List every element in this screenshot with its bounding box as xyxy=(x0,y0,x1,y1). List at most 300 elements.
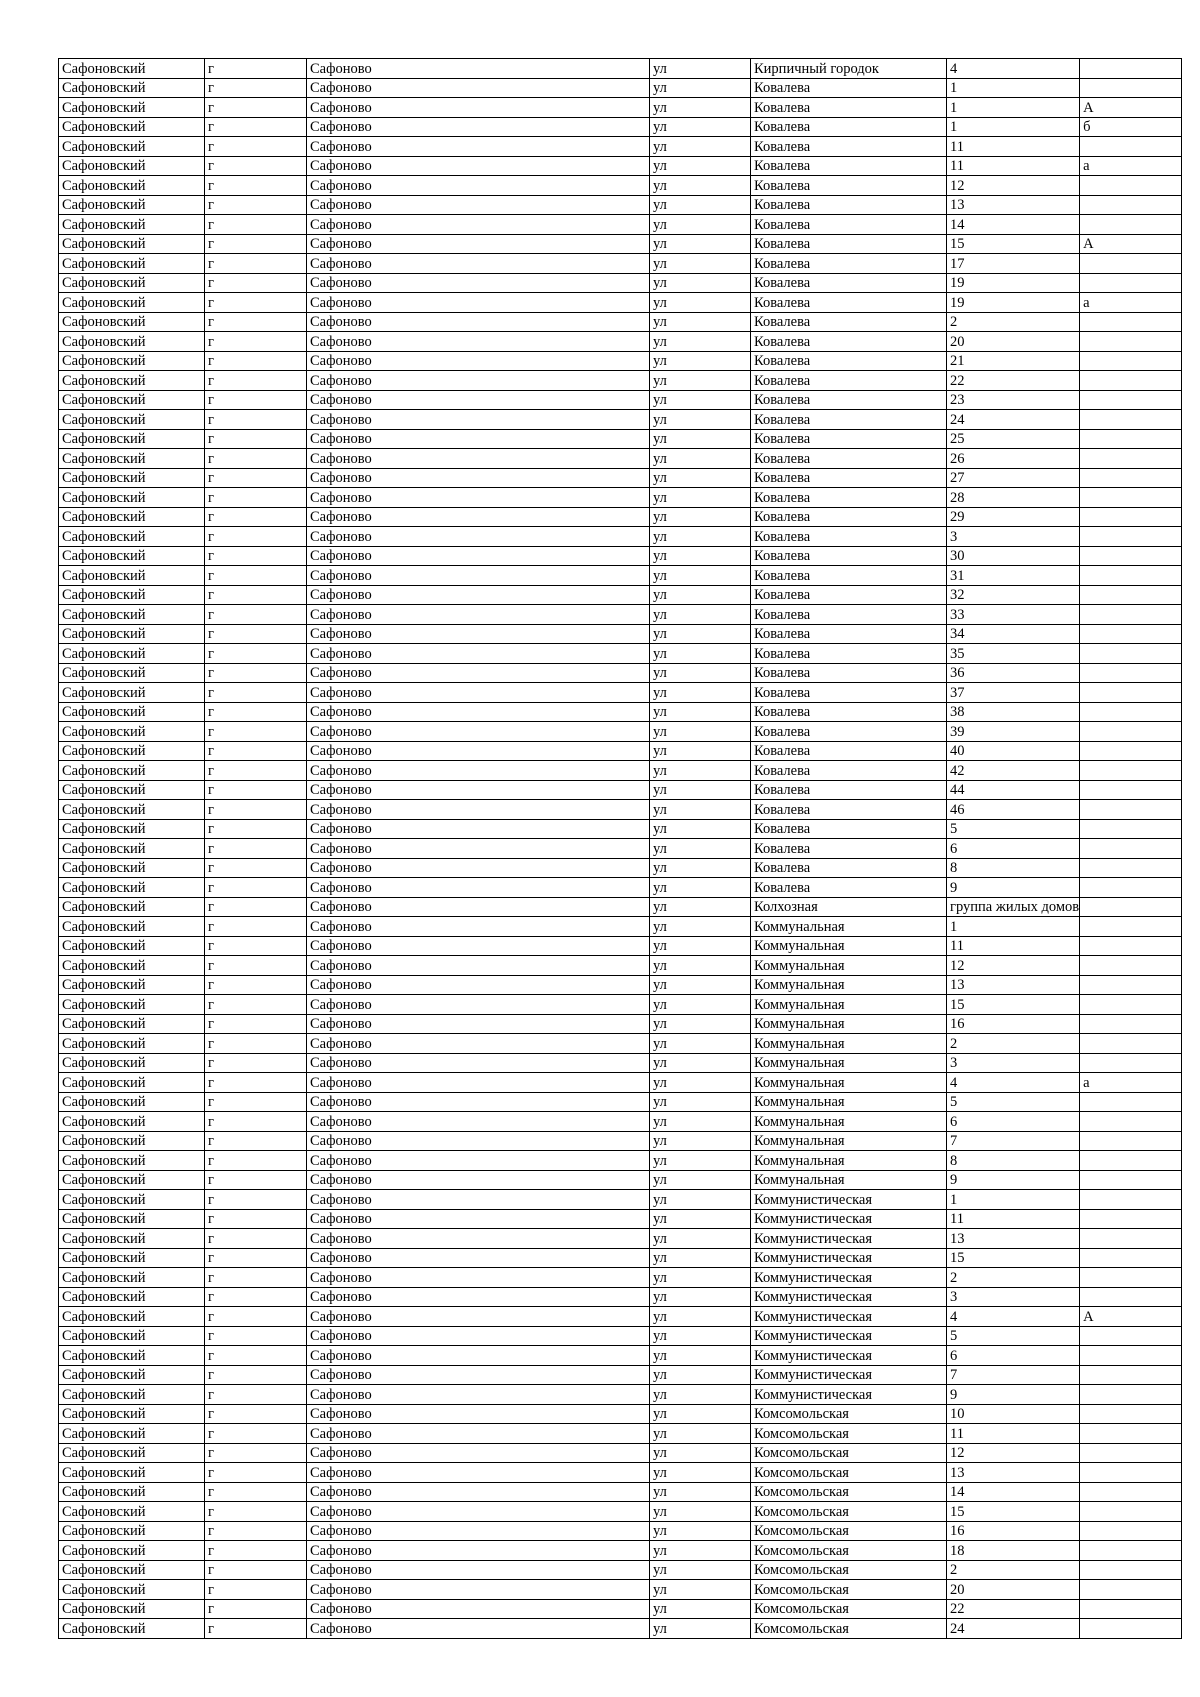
district-cell: Сафоновский xyxy=(59,663,205,683)
street-type-cell: ул xyxy=(650,1580,751,1600)
building-suffix-cell xyxy=(1080,1287,1182,1307)
table-row xyxy=(59,1170,1182,1190)
street-type-cell: ул xyxy=(650,1482,751,1502)
street-name-cell: Ковалева xyxy=(751,878,947,898)
house-number-cell: 24 xyxy=(947,1619,1080,1639)
building-suffix-cell xyxy=(1080,800,1182,820)
house-number-cell: 2 xyxy=(947,1560,1080,1580)
building-suffix-cell xyxy=(1080,449,1182,469)
building-suffix-cell xyxy=(1080,663,1182,683)
building-suffix-cell xyxy=(1080,468,1182,488)
building-suffix-cell xyxy=(1080,1502,1182,1522)
settlement-name-cell: Сафоново xyxy=(307,605,650,625)
street-name-cell: Коммунистическая xyxy=(751,1365,947,1385)
settlement-type-cell: г xyxy=(205,371,307,391)
house-number-cell: 5 xyxy=(947,1092,1080,1112)
street-type-cell: ул xyxy=(650,351,751,371)
district-cell: Сафоновский xyxy=(59,98,205,118)
street-name-cell: Ковалева xyxy=(751,585,947,605)
settlement-type-cell: г xyxy=(205,1365,307,1385)
settlement-name-cell: Сафоново xyxy=(307,1424,650,1444)
table-row xyxy=(59,663,1182,683)
house-number-cell: 8 xyxy=(947,858,1080,878)
house-number-cell: 5 xyxy=(947,1326,1080,1346)
street-name-cell: Ковалева xyxy=(751,839,947,859)
district-cell: Сафоновский xyxy=(59,1014,205,1034)
house-number-cell: 9 xyxy=(947,1170,1080,1190)
street-type-cell: ул xyxy=(650,1385,751,1405)
district-cell: Сафоновский xyxy=(59,1151,205,1171)
house-number-cell: 11 xyxy=(947,1424,1080,1444)
building-suffix-cell xyxy=(1080,1365,1182,1385)
settlement-type-cell: г xyxy=(205,1170,307,1190)
table-row xyxy=(59,780,1182,800)
building-suffix-cell xyxy=(1080,390,1182,410)
street-name-cell: Комсомольская xyxy=(751,1560,947,1580)
street-name-cell: Ковалева xyxy=(751,371,947,391)
settlement-type-cell: г xyxy=(205,312,307,332)
settlement-type-cell: г xyxy=(205,936,307,956)
building-suffix-cell xyxy=(1080,722,1182,742)
district-cell: Сафоновский xyxy=(59,917,205,937)
settlement-type-cell: г xyxy=(205,1560,307,1580)
street-type-cell: ул xyxy=(650,917,751,937)
settlement-name-cell: Сафоново xyxy=(307,1268,650,1288)
settlement-type-cell: г xyxy=(205,1521,307,1541)
house-number-cell: 5 xyxy=(947,819,1080,839)
house-number-cell: 37 xyxy=(947,683,1080,703)
settlement-type-cell: г xyxy=(205,176,307,196)
settlement-type-cell: г xyxy=(205,1502,307,1522)
house-number-cell: 16 xyxy=(947,1014,1080,1034)
table-row xyxy=(59,644,1182,664)
settlement-type-cell: г xyxy=(205,663,307,683)
settlement-name-cell: Сафоново xyxy=(307,1307,650,1327)
table-row xyxy=(59,819,1182,839)
table-row xyxy=(59,507,1182,527)
street-type-cell: ул xyxy=(650,1053,751,1073)
district-cell: Сафоновский xyxy=(59,468,205,488)
building-suffix-cell xyxy=(1080,1346,1182,1366)
building-suffix-cell xyxy=(1080,1326,1182,1346)
table-row xyxy=(59,468,1182,488)
street-name-cell: Ковалева xyxy=(751,117,947,137)
street-name-cell: Ковалева xyxy=(751,332,947,352)
building-suffix-cell xyxy=(1080,741,1182,761)
building-suffix-cell xyxy=(1080,917,1182,937)
house-number-cell: 7 xyxy=(947,1365,1080,1385)
street-name-cell: Ковалева xyxy=(751,137,947,157)
building-suffix-cell: А xyxy=(1080,234,1182,254)
street-name-cell: Коммунальная xyxy=(751,917,947,937)
settlement-type-cell: г xyxy=(205,1112,307,1132)
settlement-name-cell: Сафоново xyxy=(307,293,650,313)
building-suffix-cell xyxy=(1080,1541,1182,1561)
settlement-type-cell: г xyxy=(205,215,307,235)
district-cell: Сафоновский xyxy=(59,702,205,722)
settlement-type-cell: г xyxy=(205,78,307,98)
settlement-name-cell: Сафоново xyxy=(307,878,650,898)
district-cell: Сафоновский xyxy=(59,254,205,274)
street-name-cell: Ковалева xyxy=(751,507,947,527)
district-cell: Сафоновский xyxy=(59,1463,205,1483)
house-number-cell: 1 xyxy=(947,98,1080,118)
settlement-name-cell: Сафоново xyxy=(307,858,650,878)
house-number-cell: 12 xyxy=(947,176,1080,196)
settlement-type-cell: г xyxy=(205,878,307,898)
district-cell: Сафоновский xyxy=(59,117,205,137)
street-name-cell: Ковалева xyxy=(751,566,947,586)
house-number-cell: 8 xyxy=(947,1151,1080,1171)
house-number-cell: 19 xyxy=(947,293,1080,313)
table-row xyxy=(59,1053,1182,1073)
house-number-cell: 23 xyxy=(947,390,1080,410)
table-row xyxy=(59,449,1182,469)
district-cell: Сафоновский xyxy=(59,956,205,976)
settlement-name-cell: Сафоново xyxy=(307,1482,650,1502)
settlement-name-cell: Сафоново xyxy=(307,234,650,254)
table-row xyxy=(59,1541,1182,1561)
street-type-cell: ул xyxy=(650,117,751,137)
settlement-type-cell: г xyxy=(205,1229,307,1249)
table-row xyxy=(59,1034,1182,1054)
district-cell: Сафоновский xyxy=(59,332,205,352)
settlement-type-cell: г xyxy=(205,1151,307,1171)
street-name-cell: Ковалева xyxy=(751,663,947,683)
street-type-cell: ул xyxy=(650,507,751,527)
table-row xyxy=(59,1424,1182,1444)
settlement-name-cell: Сафоново xyxy=(307,1287,650,1307)
table-row xyxy=(59,117,1182,137)
street-name-cell: Коммунистическая xyxy=(751,1326,947,1346)
settlement-name-cell: Сафоново xyxy=(307,117,650,137)
building-suffix-cell xyxy=(1080,1521,1182,1541)
street-name-cell: Коммунистическая xyxy=(751,1268,947,1288)
building-suffix-cell xyxy=(1080,761,1182,781)
district-cell: Сафоновский xyxy=(59,1599,205,1619)
table-row xyxy=(59,878,1182,898)
house-number-cell: 4 xyxy=(947,1073,1080,1093)
settlement-name-cell: Сафоново xyxy=(307,1053,650,1073)
house-number-cell: 34 xyxy=(947,624,1080,644)
district-cell: Сафоновский xyxy=(59,293,205,313)
table-row xyxy=(59,390,1182,410)
settlement-type-cell: г xyxy=(205,273,307,293)
district-cell: Сафоновский xyxy=(59,1268,205,1288)
settlement-type-cell: г xyxy=(205,683,307,703)
settlement-name-cell: Сафоново xyxy=(307,1346,650,1366)
street-type-cell: ул xyxy=(650,995,751,1015)
house-number-cell: 14 xyxy=(947,215,1080,235)
building-suffix-cell xyxy=(1080,605,1182,625)
table-row xyxy=(59,722,1182,742)
settlement-name-cell: Сафоново xyxy=(307,527,650,547)
settlement-name-cell: Сафоново xyxy=(307,819,650,839)
street-name-cell: Коммунальная xyxy=(751,956,947,976)
district-cell: Сафоновский xyxy=(59,195,205,215)
table-row xyxy=(59,1385,1182,1405)
settlement-type-cell: г xyxy=(205,117,307,137)
district-cell: Сафоновский xyxy=(59,897,205,917)
district-cell: Сафоновский xyxy=(59,800,205,820)
district-cell: Сафоновский xyxy=(59,546,205,566)
settlement-type-cell: г xyxy=(205,722,307,742)
table-row xyxy=(59,137,1182,157)
settlement-type-cell: г xyxy=(205,527,307,547)
street-name-cell: Ковалева xyxy=(751,468,947,488)
house-number-cell: 35 xyxy=(947,644,1080,664)
table-row xyxy=(59,1404,1182,1424)
table-row xyxy=(59,488,1182,508)
district-cell: Сафоновский xyxy=(59,839,205,859)
settlement-name-cell: Сафоново xyxy=(307,488,650,508)
street-name-cell: Коммунальная xyxy=(751,1112,947,1132)
building-suffix-cell xyxy=(1080,1053,1182,1073)
street-name-cell: Ковалева xyxy=(751,98,947,118)
street-name-cell: Ковалева xyxy=(751,858,947,878)
settlement-name-cell: Сафоново xyxy=(307,156,650,176)
building-suffix-cell xyxy=(1080,371,1182,391)
settlement-name-cell: Сафоново xyxy=(307,1209,650,1229)
settlement-name-cell: Сафоново xyxy=(307,1190,650,1210)
house-number-cell: 15 xyxy=(947,1248,1080,1268)
street-name-cell: Ковалева xyxy=(751,488,947,508)
settlement-type-cell: г xyxy=(205,429,307,449)
street-type-cell: ул xyxy=(650,371,751,391)
settlement-name-cell: Сафоново xyxy=(307,449,650,469)
house-number-cell: 3 xyxy=(947,1053,1080,1073)
street-name-cell: Коммунистическая xyxy=(751,1209,947,1229)
settlement-name-cell: Сафоново xyxy=(307,1619,650,1639)
settlement-type-cell: г xyxy=(205,585,307,605)
settlement-type-cell: г xyxy=(205,624,307,644)
table-row xyxy=(59,1443,1182,1463)
table-row xyxy=(59,351,1182,371)
district-cell: Сафоновский xyxy=(59,624,205,644)
street-type-cell: ул xyxy=(650,1424,751,1444)
table-row xyxy=(59,858,1182,878)
street-name-cell: Коммунальная xyxy=(751,1073,947,1093)
street-type-cell: ул xyxy=(650,1346,751,1366)
building-suffix-cell xyxy=(1080,215,1182,235)
street-type-cell: ул xyxy=(650,312,751,332)
street-type-cell: ул xyxy=(650,858,751,878)
house-number-cell: 9 xyxy=(947,878,1080,898)
district-cell: Сафоновский xyxy=(59,878,205,898)
settlement-type-cell: г xyxy=(205,1443,307,1463)
street-name-cell: Ковалева xyxy=(751,722,947,742)
building-suffix-cell xyxy=(1080,858,1182,878)
house-number-cell: 21 xyxy=(947,351,1080,371)
house-number-cell: 7 xyxy=(947,1131,1080,1151)
table-row xyxy=(59,1521,1182,1541)
district-cell: Сафоновский xyxy=(59,1053,205,1073)
district-cell: Сафоновский xyxy=(59,1443,205,1463)
table-row xyxy=(59,1599,1182,1619)
street-type-cell: ул xyxy=(650,293,751,313)
building-suffix-cell xyxy=(1080,1092,1182,1112)
settlement-type-cell: г xyxy=(205,410,307,430)
house-number-cell: 10 xyxy=(947,1404,1080,1424)
settlement-type-cell: г xyxy=(205,59,307,79)
district-cell: Сафоновский xyxy=(59,351,205,371)
district-cell: Сафоновский xyxy=(59,137,205,157)
district-cell: Сафоновский xyxy=(59,1482,205,1502)
settlement-name-cell: Сафоново xyxy=(307,254,650,274)
table-row xyxy=(59,195,1182,215)
street-type-cell: ул xyxy=(650,936,751,956)
street-name-cell: Коммунистическая xyxy=(751,1307,947,1327)
house-number-cell: 26 xyxy=(947,449,1080,469)
street-type-cell: ул xyxy=(650,644,751,664)
building-suffix-cell xyxy=(1080,1248,1182,1268)
settlement-name-cell: Сафоново xyxy=(307,429,650,449)
street-name-cell: Коммунистическая xyxy=(751,1190,947,1210)
settlement-name-cell: Сафоново xyxy=(307,1463,650,1483)
street-type-cell: ул xyxy=(650,683,751,703)
street-name-cell: Ковалева xyxy=(751,624,947,644)
table-row xyxy=(59,1326,1182,1346)
settlement-type-cell: г xyxy=(205,1307,307,1327)
district-cell: Сафоновский xyxy=(59,449,205,469)
table-row xyxy=(59,1190,1182,1210)
street-type-cell: ул xyxy=(650,702,751,722)
table-row xyxy=(59,215,1182,235)
settlement-name-cell: Сафоново xyxy=(307,1248,650,1268)
building-suffix-cell xyxy=(1080,702,1182,722)
street-type-cell: ул xyxy=(650,1209,751,1229)
settlement-name-cell: Сафоново xyxy=(307,410,650,430)
address-table-body xyxy=(59,59,1182,1639)
district-cell: Сафоновский xyxy=(59,1521,205,1541)
district-cell: Сафоновский xyxy=(59,156,205,176)
district-cell: Сафоновский xyxy=(59,741,205,761)
district-cell: Сафоновский xyxy=(59,176,205,196)
settlement-type-cell: г xyxy=(205,1424,307,1444)
house-number-cell: 38 xyxy=(947,702,1080,722)
building-suffix-cell xyxy=(1080,546,1182,566)
table-row xyxy=(59,624,1182,644)
district-cell: Сафоновский xyxy=(59,1170,205,1190)
street-type-cell: ул xyxy=(650,1248,751,1268)
settlement-type-cell: г xyxy=(205,1034,307,1054)
table-row xyxy=(59,917,1182,937)
district-cell: Сафоновский xyxy=(59,1502,205,1522)
settlement-name-cell: Сафоново xyxy=(307,1365,650,1385)
settlement-type-cell: г xyxy=(205,1268,307,1288)
street-name-cell: Ковалева xyxy=(751,800,947,820)
street-type-cell: ул xyxy=(650,1268,751,1288)
street-name-cell: Комсомольская xyxy=(751,1619,947,1639)
street-type-cell: ул xyxy=(650,956,751,976)
building-suffix-cell xyxy=(1080,1131,1182,1151)
building-suffix-cell xyxy=(1080,936,1182,956)
street-type-cell: ул xyxy=(650,1112,751,1132)
district-cell: Сафоновский xyxy=(59,1092,205,1112)
table-row xyxy=(59,410,1182,430)
table-row xyxy=(59,702,1182,722)
street-type-cell: ул xyxy=(650,1151,751,1171)
building-suffix-cell xyxy=(1080,839,1182,859)
district-cell: Сафоновский xyxy=(59,644,205,664)
building-suffix-cell xyxy=(1080,507,1182,527)
street-name-cell: Ковалева xyxy=(751,293,947,313)
street-type-cell: ул xyxy=(650,1170,751,1190)
table-row xyxy=(59,1307,1182,1327)
building-suffix-cell xyxy=(1080,897,1182,917)
district-cell: Сафоновский xyxy=(59,722,205,742)
street-type-cell: ул xyxy=(650,1014,751,1034)
building-suffix-cell xyxy=(1080,1463,1182,1483)
table-row xyxy=(59,429,1182,449)
table-row xyxy=(59,156,1182,176)
building-suffix-cell xyxy=(1080,644,1182,664)
street-type-cell: ул xyxy=(650,137,751,157)
street-name-cell: Ковалева xyxy=(751,78,947,98)
district-cell: Сафоновский xyxy=(59,215,205,235)
district-cell: Сафоновский xyxy=(59,488,205,508)
settlement-name-cell: Сафоново xyxy=(307,624,650,644)
settlement-name-cell: Сафоново xyxy=(307,1170,650,1190)
settlement-name-cell: Сафоново xyxy=(307,1580,650,1600)
house-number-cell: 2 xyxy=(947,1034,1080,1054)
table-row xyxy=(59,1073,1182,1093)
street-type-cell: ул xyxy=(650,1502,751,1522)
settlement-type-cell: г xyxy=(205,390,307,410)
table-row xyxy=(59,98,1182,118)
street-name-cell: Комсомольская xyxy=(751,1424,947,1444)
settlement-type-cell: г xyxy=(205,488,307,508)
district-cell: Сафоновский xyxy=(59,1424,205,1444)
house-number-cell: 40 xyxy=(947,741,1080,761)
district-cell: Сафоновский xyxy=(59,585,205,605)
street-name-cell: Коммунистическая xyxy=(751,1385,947,1405)
house-number-cell: 22 xyxy=(947,371,1080,391)
table-row xyxy=(59,1248,1182,1268)
building-suffix-cell xyxy=(1080,137,1182,157)
street-type-cell: ул xyxy=(650,176,751,196)
house-number-cell: 28 xyxy=(947,488,1080,508)
street-name-cell: Комсомольская xyxy=(751,1580,947,1600)
house-number-cell: 33 xyxy=(947,605,1080,625)
building-suffix-cell xyxy=(1080,683,1182,703)
settlement-type-cell: г xyxy=(205,293,307,313)
settlement-name-cell: Сафоново xyxy=(307,1014,650,1034)
settlement-type-cell: г xyxy=(205,1326,307,1346)
house-number-cell: 11 xyxy=(947,936,1080,956)
house-number-cell: 11 xyxy=(947,1209,1080,1229)
table-row xyxy=(59,59,1182,79)
settlement-type-cell: г xyxy=(205,1482,307,1502)
district-cell: Сафоновский xyxy=(59,683,205,703)
settlement-type-cell: г xyxy=(205,800,307,820)
street-name-cell: Ковалева xyxy=(751,176,947,196)
street-type-cell: ул xyxy=(650,429,751,449)
house-number-cell: 31 xyxy=(947,566,1080,586)
street-name-cell: Коммунальная xyxy=(751,995,947,1015)
building-suffix-cell xyxy=(1080,351,1182,371)
house-number-cell: 13 xyxy=(947,1229,1080,1249)
table-row xyxy=(59,605,1182,625)
settlement-name-cell: Сафоново xyxy=(307,1131,650,1151)
street-name-cell: Комсомольская xyxy=(751,1404,947,1424)
building-suffix-cell xyxy=(1080,527,1182,547)
table-row xyxy=(59,1560,1182,1580)
settlement-name-cell: Сафоново xyxy=(307,468,650,488)
street-type-cell: ул xyxy=(650,488,751,508)
settlement-name-cell: Сафоново xyxy=(307,1092,650,1112)
table-row xyxy=(59,1502,1182,1522)
